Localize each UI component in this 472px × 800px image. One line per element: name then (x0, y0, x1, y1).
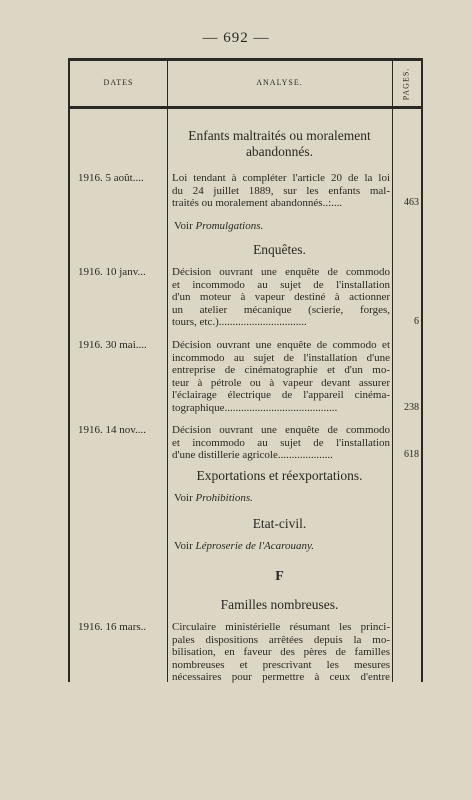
section-title: Etat-civil. (252, 516, 307, 531)
entry-date: 1916. 30 mai.... (78, 339, 147, 351)
entry-text-line: bilisation, en faveur des pères de familles (172, 646, 390, 658)
entry-text-line: nombreuses et prescrivant les mesures (172, 658, 390, 671)
entry-text-line: d'une distillerie agricole.................... (172, 449, 333, 461)
table-top-rule (70, 58, 421, 61)
section-title: Enfants maltraités ou moralement (188, 128, 371, 143)
entry-date: 1916. 14 nov.... (78, 424, 147, 436)
entry-text-line: Décision ouvrant une enquête de commodo (172, 266, 390, 278)
section-title: Familles nombreuses. (220, 597, 339, 612)
entry-date: 1916. 16 mars.. (78, 621, 147, 633)
entry-text-line: entreprise de cinématographie et d'un mo- (172, 364, 390, 376)
see-also-ref[interactable]: Léproserie de l'Acarouany. (195, 540, 315, 552)
column-header-pages: PAGES. (401, 67, 410, 101)
entry-text-line: pales dispositions arrêtées depuis la mo- (172, 633, 390, 646)
see-also: Voir Prohibitions. (174, 492, 253, 504)
entry-text-line: Loi tendant à compléter l'article 20 de la loi (172, 172, 390, 184)
section-title: abandonnés. (245, 144, 314, 159)
table-header-rule (70, 106, 421, 109)
entry-text-line: tours, etc.)................................ (172, 316, 307, 328)
entry-page: 618 (404, 449, 419, 460)
see-also-ref[interactable]: Prohibitions. (195, 492, 253, 504)
entry-text-line: un atelier mécanique (scierie, forges, (172, 303, 390, 316)
entry-text-line: incommodo au sujet de l'installation d'une (172, 351, 390, 364)
entry-page: 6 (414, 316, 419, 327)
entry-text-line: teur à pétrole ou à vapeur devant assurer (172, 376, 390, 389)
entry-page: 238 (404, 401, 419, 413)
entry-date: 1916. 5 août.... (78, 172, 144, 184)
section-title: Exportations et réexportations. (196, 468, 363, 483)
entry-text-line: Circulaire ministérielle résumant les princi- (172, 621, 390, 633)
entry-text-line: l'éclairage électrique de l'appareil cinéma- (172, 389, 390, 401)
entry-text-line: et incommodo au sujet de l'installation (172, 278, 390, 291)
entry-text-line: tographique......................................... (172, 401, 338, 414)
column-divider-pages (392, 58, 393, 682)
entry-text-line: traités ou moralement abandonnés..:.... (172, 197, 343, 209)
column-header-analyse: ANALYSE. (256, 78, 303, 87)
see-also: Voir Promulgations. (174, 220, 264, 232)
entry-page: 463 (404, 197, 419, 208)
page-number: — 692 — (202, 30, 270, 46)
see-also: Voir Léproserie de l'Acarouany. (174, 540, 315, 552)
column-header-dates: DATES (103, 78, 134, 87)
section-title: Enquêtes. (253, 242, 306, 257)
entry-text-line: et incommodo au sujet de l'installation (172, 436, 390, 449)
entry-text-line: Décision ouvrant une enquête de commodo et (172, 339, 390, 351)
index-table (68, 58, 423, 682)
entry-text-line: d'un moteur à vapeur destiné à actionner (172, 291, 390, 303)
see-also-ref[interactable]: Promulgations. (195, 220, 264, 232)
entry-date: 1916. 10 janv... (78, 266, 146, 278)
entry-text-line: du 24 juillet 1889, sur les enfants mal- (172, 184, 390, 197)
alphabet-letter: F (275, 569, 284, 584)
entry-text-line: Décision ouvrant une enquête de commodo (172, 424, 390, 436)
entry-text-line: nécessaires pour permettre à ceux d'entre (172, 671, 390, 683)
